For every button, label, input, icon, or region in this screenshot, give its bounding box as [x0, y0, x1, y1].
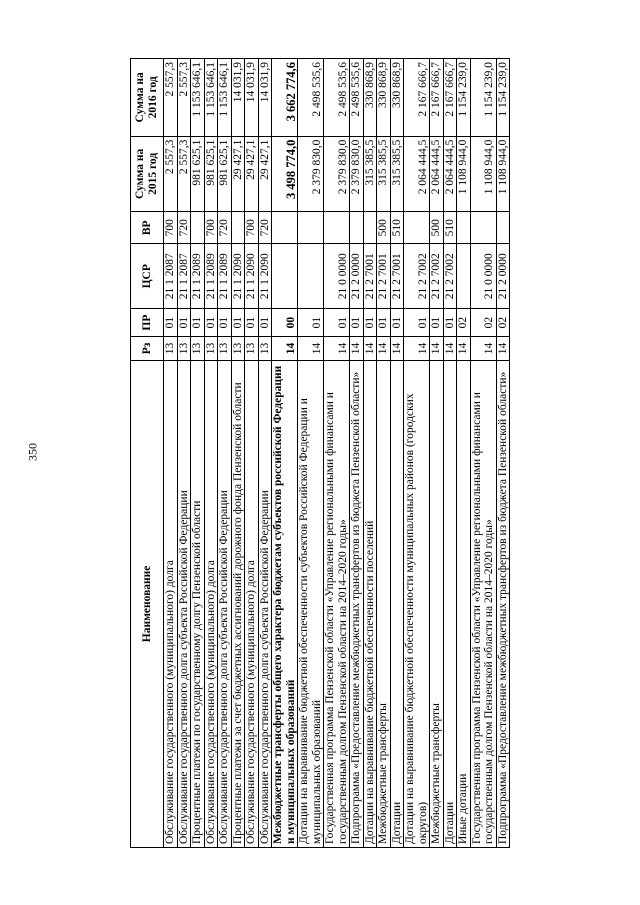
- table-cell-pr: 01: [191, 308, 205, 336]
- table-cell-rz: 14: [377, 336, 391, 360]
- table-cell-sum-2016: 1 153 646,1: [191, 58, 205, 136]
- table-cell-csr: 21 2 7001: [363, 243, 377, 308]
- table-cell-pr: 02: [496, 308, 510, 336]
- table-cell-rz: 14: [470, 336, 496, 360]
- table-cell-sum-2015: 1 108 944,0: [496, 136, 510, 211]
- table-cell-name: Обслуживание государственного долга субъекта Российской Федерации: [258, 360, 272, 847]
- table-cell-sum-2016: 2 167 666,7: [443, 58, 457, 136]
- table-cell-csr: 21 1 2090: [231, 243, 245, 308]
- table-cell-csr: 21 2 7002: [443, 243, 457, 308]
- table-cell-pr: 01: [377, 308, 391, 336]
- table-cell-vr: [404, 211, 430, 243]
- table-cell-vr: 700: [204, 211, 218, 243]
- table-cell-sum-2015: 1 108 944,0: [470, 136, 496, 211]
- table-cell-name: Дотации: [443, 360, 457, 847]
- table-cell-vr: [231, 211, 245, 243]
- table-cell-sum-2016: 1 153 646,1: [218, 58, 232, 136]
- table-cell-name: Дотации: [390, 360, 404, 847]
- table-cell-name: Межбюджетные трансферты общего характера бюджетам субъектов российской Федерации и муниципальных образований: [272, 360, 298, 847]
- table-header-row: [131, 58, 164, 847]
- table-body: [164, 58, 510, 847]
- table-cell-sum-2016: 2 498 535,6: [324, 58, 350, 136]
- table-cell-name: Межбюджетные трансферты: [430, 360, 444, 847]
- table-cell-vr: [363, 211, 377, 243]
- table-cell-vr: 510: [390, 211, 404, 243]
- table-cell-sum-2015: 29 427,1: [231, 136, 245, 211]
- table-cell-rz: 14: [404, 336, 430, 360]
- table-cell-sum-2016: 1 154 239,0: [457, 58, 471, 136]
- table-row: [324, 58, 350, 847]
- table-cell-csr: [272, 243, 298, 308]
- table-cell-pr: 01: [363, 308, 377, 336]
- table-cell-sum-2016: 1 153 646,1: [204, 58, 218, 136]
- table-cell-vr: [470, 211, 496, 243]
- table-row: [430, 58, 444, 847]
- table-row: [363, 58, 377, 847]
- table-row: [377, 58, 391, 847]
- table-cell-csr: 21 2 0000: [496, 243, 510, 308]
- table-cell-sum-2016: 330 868,9: [390, 58, 404, 136]
- table-row: [164, 58, 178, 847]
- table-cell-vr: [496, 211, 510, 243]
- table-cell-sum-2015: 2 379 830,0: [324, 136, 350, 211]
- table-cell-pr: 01: [324, 308, 350, 336]
- table-row: [496, 58, 510, 847]
- table-row: [204, 58, 218, 847]
- table-cell-sum-2016: 14 031,9: [231, 58, 245, 136]
- table-cell-sum-2015: 29 427,1: [258, 136, 272, 211]
- table-cell-rz: 13: [231, 336, 245, 360]
- table-cell-csr: 21 1 2090: [258, 243, 272, 308]
- table-cell-rz: 13: [177, 336, 191, 360]
- table-cell-sum-2015: 3 498 774,0: [272, 136, 298, 211]
- table-cell-rz: 14: [430, 336, 444, 360]
- table-cell-sum-2016: 330 868,9: [363, 58, 377, 136]
- table-cell-pr: 01: [404, 308, 430, 336]
- table-cell-rz: 13: [245, 336, 259, 360]
- table-cell-csr: [457, 243, 471, 308]
- table-cell-name: Процентные платежи за счет бюджетных ассигнований дорожного фонда Пензенской области: [231, 360, 245, 847]
- table-cell-sum-2016: 2 167 666,7: [430, 58, 444, 136]
- table-row: [258, 58, 272, 847]
- table-cell-sum-2016: 2 557,3: [177, 58, 191, 136]
- table-cell-pr: 01: [204, 308, 218, 336]
- table-cell-name: Обслуживание государственного (муниципального) долга: [204, 360, 218, 847]
- table-cell-csr: 21 1 2087: [177, 243, 191, 308]
- table-cell-vr: [457, 211, 471, 243]
- table-cell-pr: 01: [231, 308, 245, 336]
- table-row: [404, 58, 430, 847]
- table-cell-name: Подпрограмма «Предоставление межбюджетных трансфертов из бюджета Пензенской области»: [350, 360, 364, 847]
- table-cell-sum-2015: 315 385,5: [390, 136, 404, 211]
- table-cell-rz: 14: [324, 336, 350, 360]
- table-row: [443, 58, 457, 847]
- table-cell-rz: 14: [390, 336, 404, 360]
- table-cell-vr: [272, 211, 298, 243]
- table-cell-name: Дотации на выравнивание бюджетной обеспеченности муниципальных районов (городских округов): [404, 360, 430, 847]
- table-row: [272, 58, 298, 847]
- table-cell-vr: [350, 211, 364, 243]
- table-cell-rz: 14: [350, 336, 364, 360]
- table-cell-sum-2015: 2 379 830,0: [298, 136, 324, 211]
- table-cell-vr: 720: [218, 211, 232, 243]
- table-cell-sum-2015: 981 625,1: [218, 136, 232, 211]
- table-cell-name: Обслуживание государственного долга субъекта Российской Федерации: [218, 360, 232, 847]
- table-cell-pr: 01: [177, 308, 191, 336]
- table-cell-sum-2015: 315 385,5: [363, 136, 377, 211]
- table-cell-sum-2016: 2 498 535,6: [350, 58, 364, 136]
- table-cell-name: Межбюджетные трансферты: [377, 360, 391, 847]
- table-cell-sum-2015: 2 379 830,0: [350, 136, 364, 211]
- table-cell-rz: 13: [164, 336, 178, 360]
- table-row: [350, 58, 364, 847]
- table-cell-vr: [298, 211, 324, 243]
- table-cell-csr: 21 2 7001: [390, 243, 404, 308]
- table-cell-vr: [324, 211, 350, 243]
- table-cell-name: Подпрограмма «Предоставление межбюджетных трансфертов из бюджета Пензенской области»: [496, 360, 510, 847]
- table-cell-name: Процентные платежи по государственному долгу Пензенской области: [191, 360, 205, 847]
- table-row: [231, 58, 245, 847]
- table-cell-sum-2016: 3 662 774,6: [272, 58, 298, 136]
- table-cell-pr: 01: [218, 308, 232, 336]
- table-cell-sum-2016: 1 154 239,0: [470, 58, 496, 136]
- table-cell-name: Государственная программа Пензенской области «Управление региональными финансами и государственным долгом Пензенской области на 2014–2020 годы»: [470, 360, 496, 847]
- table-row: [390, 58, 404, 847]
- table-cell-pr: 01: [245, 308, 259, 336]
- table-cell-rz: 13: [191, 336, 205, 360]
- table-row: [245, 58, 259, 847]
- table-row: [191, 58, 205, 847]
- table-cell-rz: 14: [272, 336, 298, 360]
- rotated-table-wrapper: [130, 58, 510, 848]
- table-cell-sum-2015: 2 557,3: [164, 136, 178, 211]
- table-cell-csr: 21 1 2089: [191, 243, 205, 308]
- table-cell-vr: [191, 211, 205, 243]
- header-name: Наименование: [131, 360, 164, 847]
- table-cell-rz: 14: [443, 336, 457, 360]
- table-cell-name: Обслуживание государственного (муниципального) долга: [164, 360, 178, 847]
- table-cell-sum-2016: 14 031,9: [245, 58, 259, 136]
- table-cell-rz: 13: [218, 336, 232, 360]
- table-cell-csr: 21 1 2087: [164, 243, 178, 308]
- table-cell-pr: 01: [430, 308, 444, 336]
- table-cell-vr: 700: [245, 211, 259, 243]
- header-rz: Рз: [131, 336, 164, 360]
- table-cell-sum-2016: 2 557,3: [164, 58, 178, 136]
- header-csr: ЦСР: [131, 243, 164, 308]
- table-cell-name: Обслуживание государственного (муниципального) долга: [245, 360, 259, 847]
- table-cell-sum-2015: 2 557,3: [177, 136, 191, 211]
- table-cell-name: Дотации на выравнивание бюджетной обеспеченности поселений: [363, 360, 377, 847]
- table-cell-rz: 13: [204, 336, 218, 360]
- table-cell-pr: 02: [457, 308, 471, 336]
- table-cell-sum-2015: 315 385,5: [377, 136, 391, 211]
- table-cell-pr: 01: [258, 308, 272, 336]
- table-cell-csr: 21 2 7002: [430, 243, 444, 308]
- table-cell-rz: 14: [496, 336, 510, 360]
- table-cell-vr: 700: [164, 211, 178, 243]
- table-cell-pr: 01: [164, 308, 178, 336]
- header-sum-2015: Сумма на 2015 год: [131, 136, 164, 211]
- table-cell-sum-2015: 2 064 444,5: [430, 136, 444, 211]
- table-cell-vr: 500: [377, 211, 391, 243]
- table-row: [470, 58, 496, 847]
- table-cell-sum-2015: 981 625,1: [204, 136, 218, 211]
- table-cell-rz: 13: [258, 336, 272, 360]
- table-cell-name: Дотации на выравнивание бюджетной обеспеченности субъектов Российской Федерации и муниципальных образований: [298, 360, 324, 847]
- table-cell-vr: 500: [430, 211, 444, 243]
- table-cell-csr: 21 2 7001: [377, 243, 391, 308]
- table-cell-sum-2015: 1 108 944,0: [457, 136, 471, 211]
- table-cell-csr: 21 0 0000: [324, 243, 350, 308]
- table-cell-vr: 510: [443, 211, 457, 243]
- table-cell-name: Обслуживание государственного долга субъекта Российской Федерации: [177, 360, 191, 847]
- header-pr: ПР: [131, 308, 164, 336]
- table-cell-pr: 01: [298, 308, 324, 336]
- table-cell-sum-2015: 2 064 444,5: [443, 136, 457, 211]
- table-row: [298, 58, 324, 847]
- table-cell-csr: 21 2 7002: [404, 243, 430, 308]
- table-cell-csr: 21 1 2090: [245, 243, 259, 308]
- table-cell-csr: 21 1 2089: [218, 243, 232, 308]
- table-cell-pr: 01: [443, 308, 457, 336]
- table-cell-sum-2016: 330 868,9: [377, 58, 391, 136]
- table-cell-pr: 01: [350, 308, 364, 336]
- table-cell-rz: 14: [457, 336, 471, 360]
- table-cell-csr: 21 0 0000: [470, 243, 496, 308]
- table-cell-sum-2016: 2 167 666,7: [404, 58, 430, 136]
- table-cell-pr: 01: [390, 308, 404, 336]
- header-sum-2016: Сумма на 2016 год: [131, 58, 164, 136]
- table-cell-csr: 21 2 0000: [350, 243, 364, 308]
- table-cell-rz: 14: [363, 336, 377, 360]
- table-cell-vr: 720: [177, 211, 191, 243]
- table-cell-sum-2015: 981 625,1: [191, 136, 205, 211]
- table-cell-vr: 720: [258, 211, 272, 243]
- table-cell-sum-2016: 2 498 535,6: [298, 58, 324, 136]
- header-vr: ВР: [131, 211, 164, 243]
- budget-table: [130, 58, 510, 848]
- table-cell-sum-2016: 14 031,9: [258, 58, 272, 136]
- table-cell-csr: [298, 243, 324, 308]
- table-row: [218, 58, 232, 847]
- table-cell-rz: 14: [298, 336, 324, 360]
- table-cell-name: Государственная программа Пензенской области «Управление региональными финансами и государственным долгом Пензенской области на 2014–2020 годы»: [324, 360, 350, 847]
- table-row: [177, 58, 191, 847]
- table-row: [457, 58, 471, 847]
- table-cell-sum-2015: 29 427,1: [245, 136, 259, 211]
- page-number: 350: [25, 443, 40, 461]
- table-cell-pr: 00: [272, 308, 298, 336]
- table-cell-name: Иные дотации: [457, 360, 471, 847]
- table-cell-sum-2015: 2 064 444,5: [404, 136, 430, 211]
- table-cell-sum-2016: 1 154 239,0: [496, 58, 510, 136]
- table-cell-pr: 02: [470, 308, 496, 336]
- table-cell-csr: 21 1 2089: [204, 243, 218, 308]
